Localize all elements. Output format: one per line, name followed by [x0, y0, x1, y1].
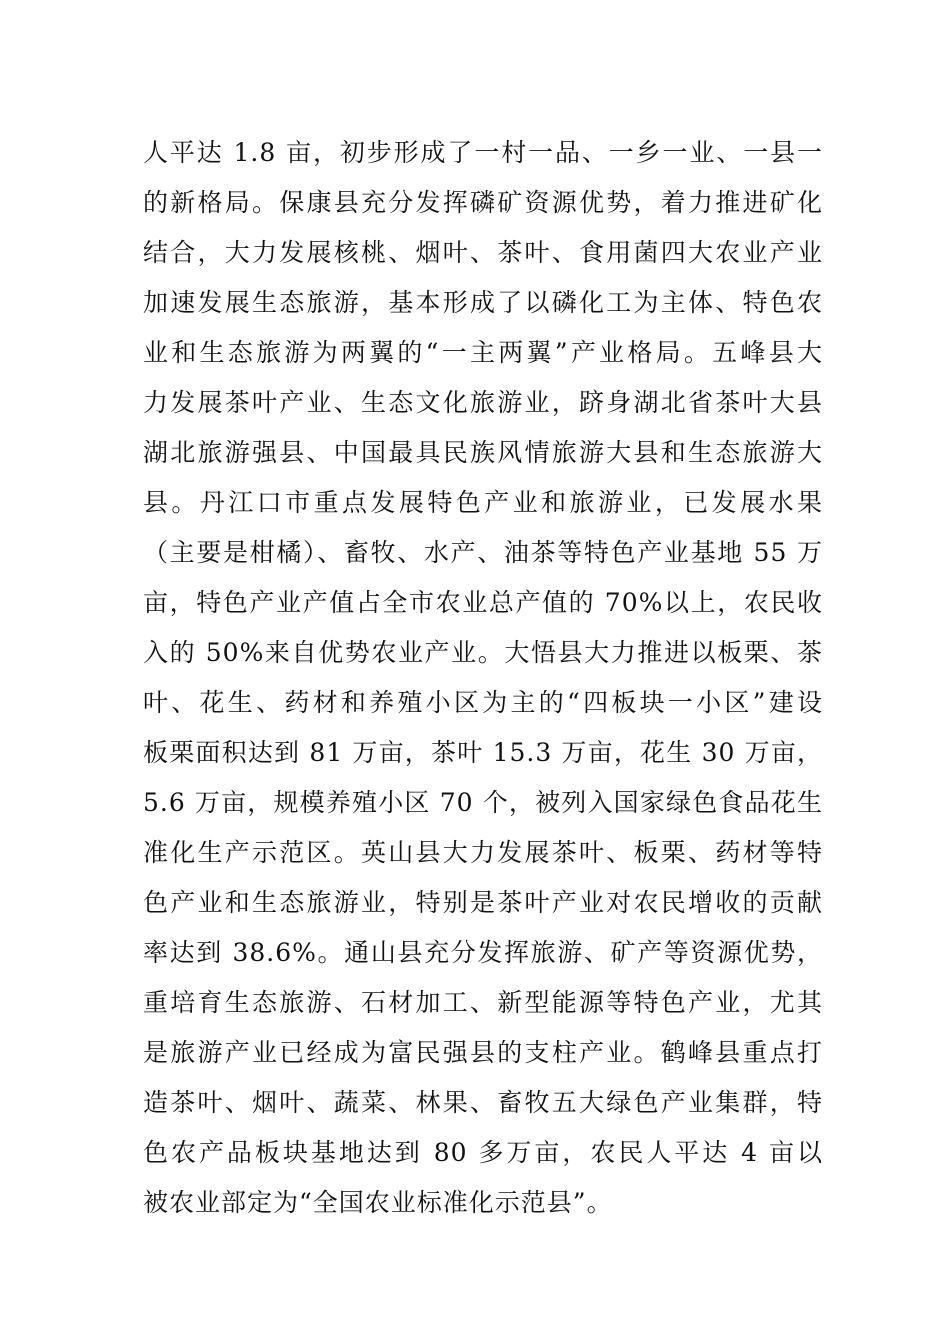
text-line: （主要是柑橘）、畜牧、水产、油茶等特色产业基地 55 万	[143, 538, 823, 567]
text-line-last: 被农业部定为“全国农业标准化示范县”。	[143, 1188, 613, 1217]
text-line: 县。丹江口市重点发展特色产业和旅游业，已发展水果	[143, 488, 823, 517]
text-line: 叶、花生、药材和养殖小区为主的“四板块一小区”建设	[143, 688, 823, 717]
text-line: 是旅游产业已经成为富民强县的支柱产业。鹤峰县重点打	[143, 1038, 823, 1067]
text-line: 率达到 38.6%。通山县充分发挥旅游、矿产等资源优势，	[143, 938, 823, 967]
text-line: 5.6 万亩，规模养殖小区 70 个，被列入国家绿色食品花生	[143, 788, 823, 817]
text-line: 业和生态旅游为两翼的“一主两翼”产业格局。五峰县大	[143, 338, 823, 367]
text-line: 造茶叶、烟叶、蔬菜、林果、畜牧五大绿色产业集群，特	[143, 1088, 823, 1117]
text-line: 结合，大力发展核桃、烟叶、茶叶、食用菌四大农业产业	[143, 238, 823, 267]
text-line: 重培育生态旅游、石材加工、新型能源等特色产业，尤其	[143, 988, 823, 1017]
text-line: 力发展茶叶产业、生态文化旅游业，跻身湖北省茶叶大县	[143, 388, 823, 417]
body-paragraph	[143, 128, 823, 1228]
text-line: 人平达 1.8 亩，初步形成了一村一品、一乡一业、一县一	[143, 138, 823, 167]
text-line: 色产业和生态旅游业，特别是茶叶产业对农民增收的贡献	[143, 888, 823, 917]
text-line: 准化生产示范区。英山县大力发展茶叶、板栗、药材等特	[143, 838, 823, 867]
text-line: 亩，特色产业产值占全市农业总产值的 70%以上，农民收	[143, 588, 823, 617]
text-line: 板栗面积达到 81 万亩，茶叶 15.3 万亩，花生 30 万亩，	[143, 738, 823, 767]
text-line: 的新格局。保康县充分发挥磷矿资源优势，着力推进矿化	[143, 188, 823, 217]
text-line: 入的 50%来自优势农业产业。大悟县大力推进以板栗、茶	[143, 638, 823, 667]
text-line: 湖北旅游强县、中国最具民族风情旅游大县和生态旅游大	[143, 438, 823, 467]
text-line: 色农产品板块基地达到 80 多万亩，农民人平达 4 亩以	[143, 1138, 823, 1167]
text-line: 加速发展生态旅游，基本形成了以磷化工为主体、特色农	[143, 288, 823, 317]
